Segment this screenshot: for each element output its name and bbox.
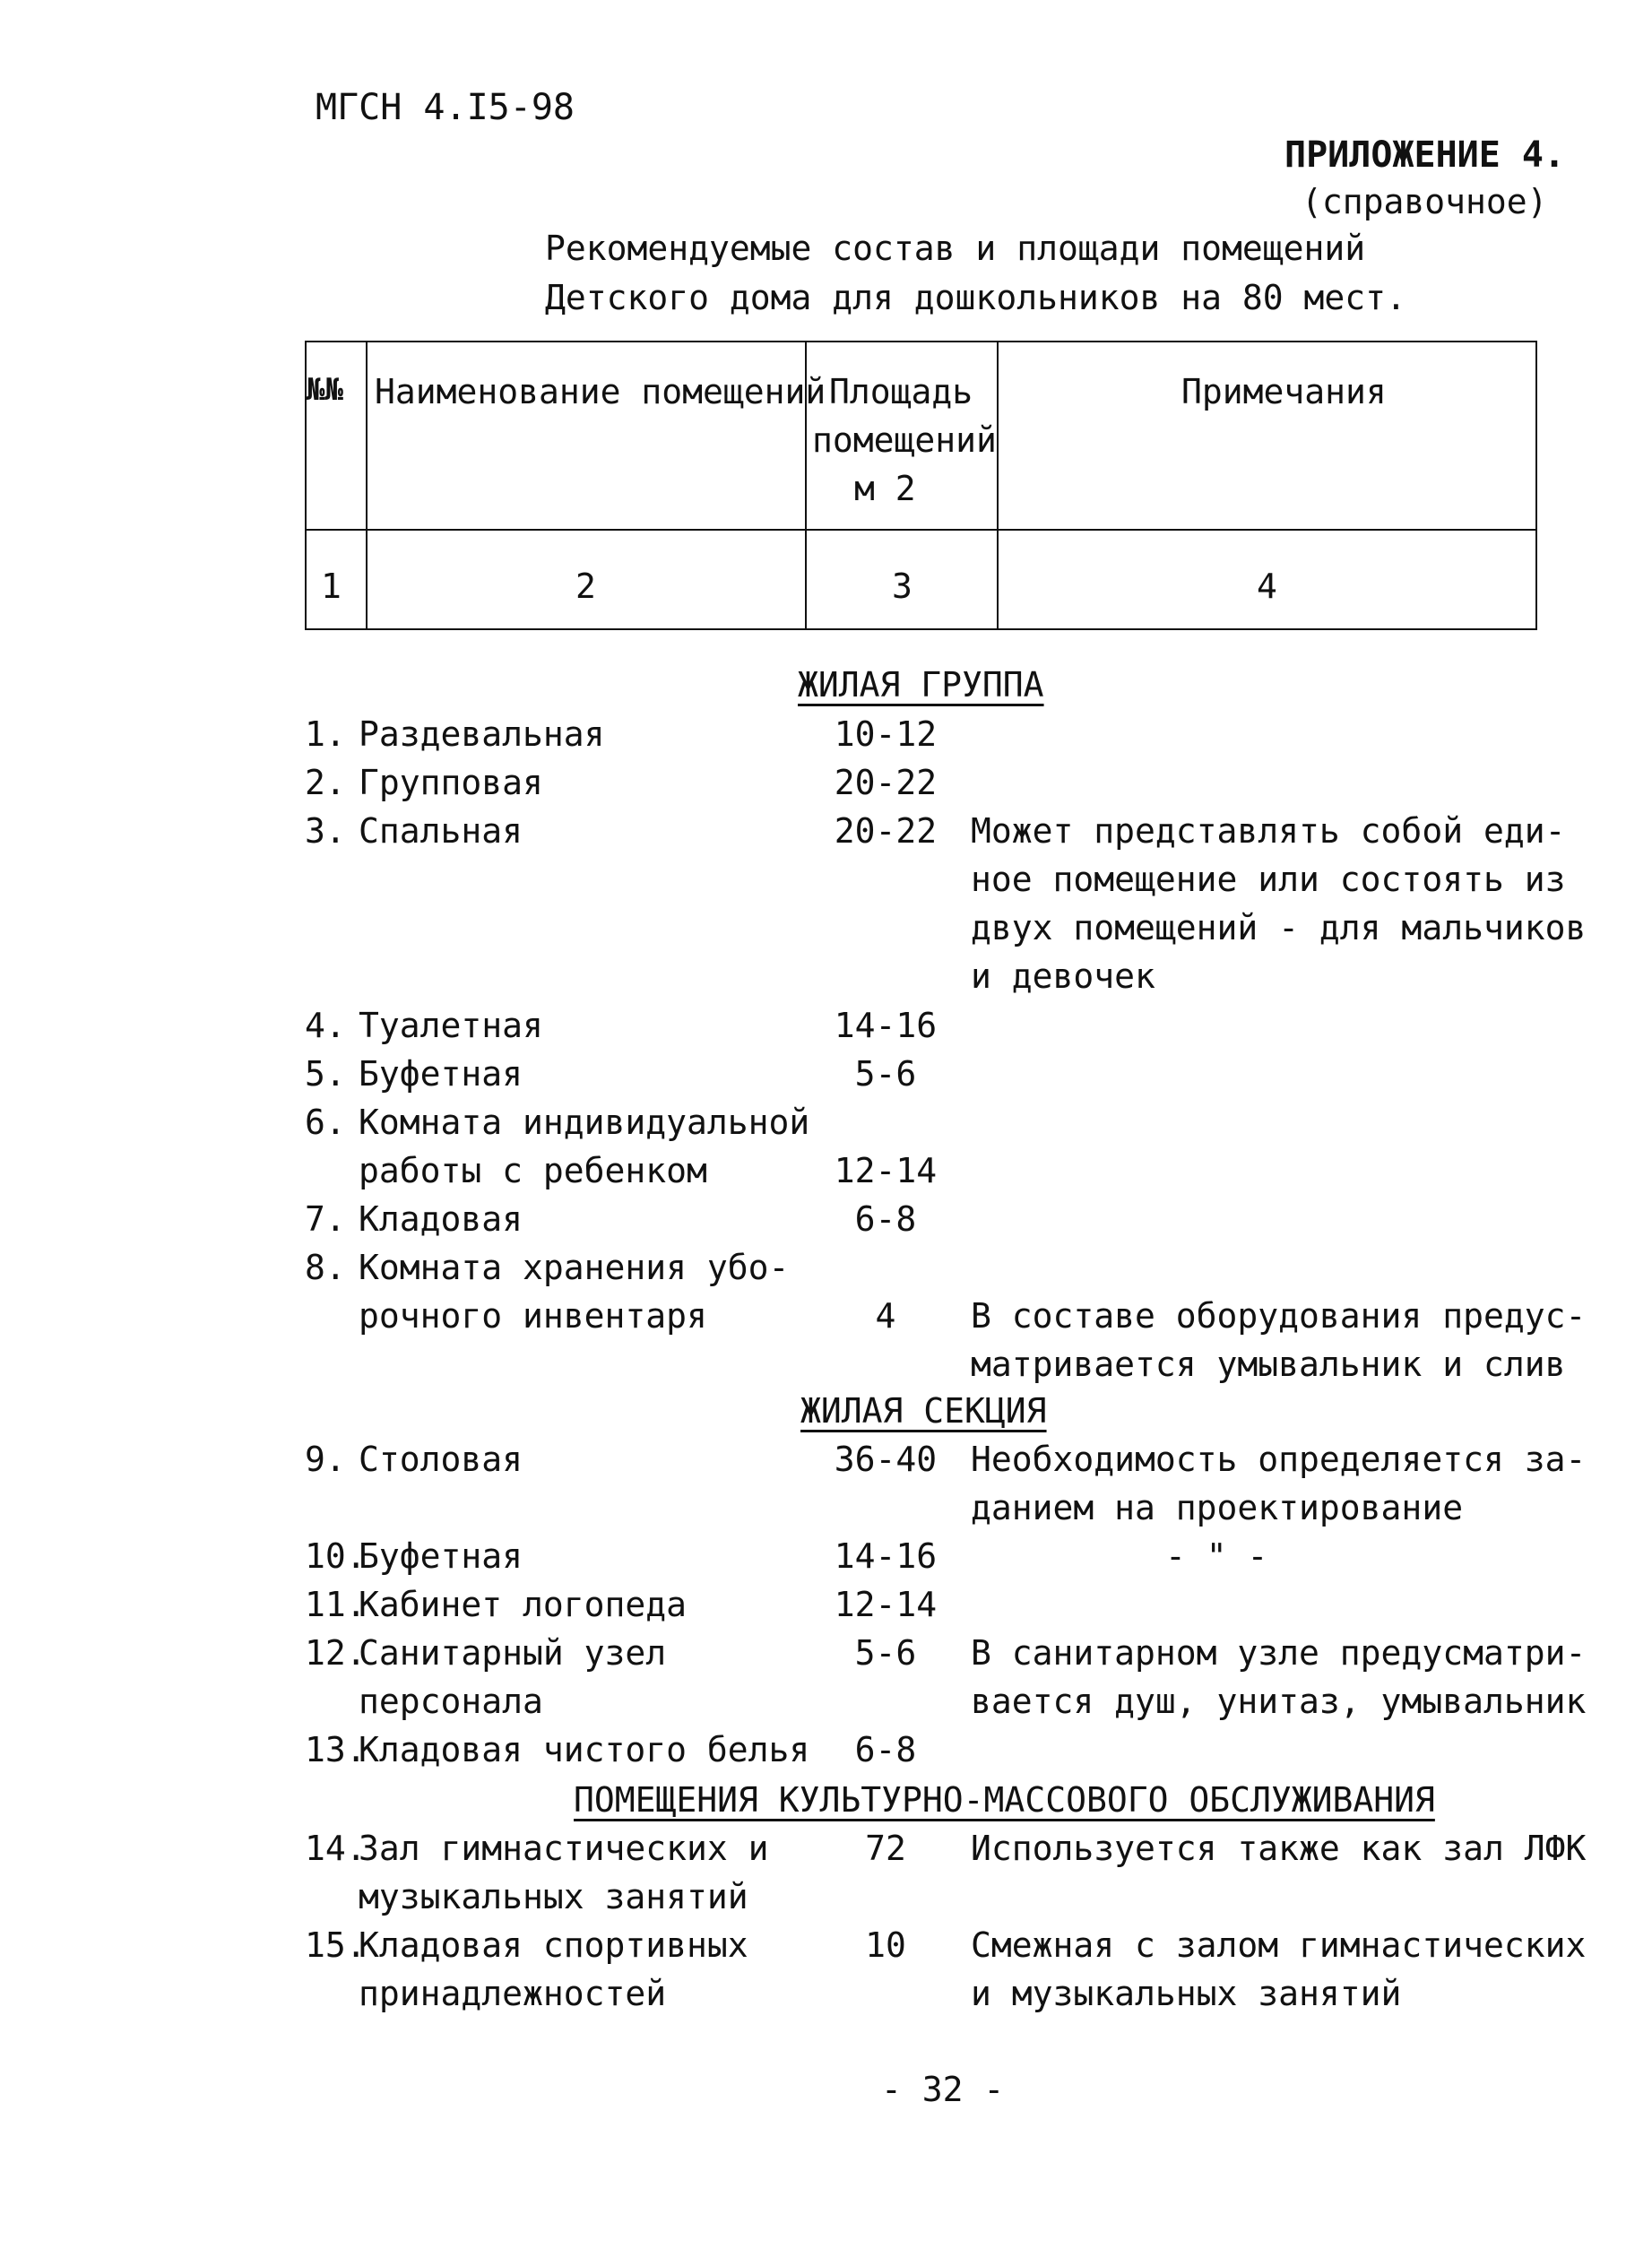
room-area: 5-6: [854, 1633, 917, 1673]
room-name: Комната индивидуальной: [359, 1103, 810, 1142]
room-name: Кладовая чистого белья: [359, 1730, 810, 1769]
section-title: ЖИЛАЯ ГРУППА: [798, 665, 1044, 705]
room-name: персонала: [359, 1682, 543, 1721]
header-index-4: 4: [1257, 567, 1277, 606]
room-name: Буфетная: [359, 1536, 523, 1576]
room-number: 13.: [305, 1730, 367, 1769]
section-title: ПОМЕЩЕНИЯ КУЛЬТУРНО-МАССОВОГО ОБСЛУЖИВАНИЯ: [574, 1780, 1435, 1820]
header-index-3: 3: [892, 567, 912, 606]
room-note: В санитарном узле предусматри-: [971, 1633, 1587, 1673]
room-area: 6-8: [854, 1730, 917, 1769]
room-number: 3.: [305, 811, 346, 851]
room-number: 5.: [305, 1054, 346, 1094]
room-name: Санитарный узел: [359, 1633, 667, 1673]
room-note: и девочек: [971, 956, 1155, 996]
room-area: 20-22: [834, 811, 938, 851]
room-area: 72: [865, 1829, 906, 1868]
room-name: Буфетная: [359, 1054, 523, 1094]
room-number: 1.: [305, 714, 346, 754]
caption-line-2: Детского дома для дошкольников на 80 мест.: [545, 278, 1406, 317]
room-area: 12-14: [834, 1585, 938, 1624]
appendix-title: ПРИЛОЖЕНИЕ 4.: [1284, 134, 1566, 176]
room-name: Кладовая спортивных: [359, 1925, 748, 1965]
room-area: 10-12: [834, 714, 938, 754]
room-area: 20-22: [834, 763, 938, 802]
room-note: Необходимость определяется за-: [971, 1440, 1587, 1479]
document-code: МГСН 4.I5-98: [316, 87, 575, 128]
room-note: Может представлять собой еди-: [971, 811, 1566, 851]
room-number: 2.: [305, 763, 346, 802]
room-name: Кладовая: [359, 1199, 523, 1239]
room-number: 11.: [305, 1585, 367, 1624]
room-name: Комната хранения убо-: [359, 1248, 790, 1287]
room-name: Групповая: [359, 763, 543, 802]
room-note: данием на проектирование: [971, 1488, 1464, 1527]
room-number: 9.: [305, 1440, 346, 1479]
room-note: В составе оборудования предус-: [971, 1296, 1587, 1336]
header-col-number: №№: [307, 372, 343, 408]
room-area: 4: [875, 1296, 896, 1336]
room-area: 14-16: [834, 1006, 938, 1045]
room-note: и музыкальных занятий: [971, 1974, 1402, 2013]
room-name: Кабинет логопеда: [359, 1585, 688, 1624]
room-name: рочного инвентаря: [359, 1296, 707, 1336]
page-number: - 32 -: [881, 2070, 1005, 2109]
room-area: 10: [865, 1925, 906, 1965]
header-index-1: 1: [321, 567, 342, 606]
room-note: Используется также как зал ЛФК: [971, 1829, 1587, 1868]
room-note: двух помещений - для мальчиков: [971, 908, 1587, 947]
room-note: вается душ, унитаз, умывальник: [971, 1682, 1587, 1721]
room-number: 10.: [305, 1536, 367, 1576]
room-number: 7.: [305, 1199, 346, 1239]
room-number: 12.: [305, 1633, 367, 1673]
header-index-2: 2: [575, 567, 596, 606]
room-number: 15.: [305, 1925, 367, 1965]
room-name: Спальная: [359, 811, 523, 851]
room-number: 14.: [305, 1829, 367, 1868]
room-area: 6-8: [854, 1199, 917, 1239]
room-name: Столовая: [359, 1440, 523, 1479]
room-name: Зал гимнастических и: [359, 1829, 769, 1868]
room-area: 14-16: [834, 1536, 938, 1576]
room-name: Туалетная: [359, 1006, 543, 1045]
room-name: музыкальных занятий: [359, 1877, 748, 1916]
room-name: принадлежностей: [359, 1974, 667, 2013]
header-col-area-line1: Площадь: [829, 372, 973, 411]
room-note: матривается умывальник и слив: [971, 1345, 1566, 1384]
header-col-name: Наименование помещений: [375, 372, 826, 411]
header-col-area-line3: м 2: [854, 469, 916, 508]
header-col-area-line2: помещений: [812, 420, 997, 460]
header-col-notes: Примечания: [1181, 372, 1387, 411]
room-name: Раздевальная: [359, 714, 605, 754]
room-area: 5-6: [854, 1054, 917, 1094]
room-name: работы с ребенком: [359, 1151, 707, 1190]
section-title: ЖИЛАЯ СЕКЦИЯ: [800, 1391, 1047, 1431]
room-note: ное помещение или состоять из: [971, 860, 1566, 899]
room-area: 12-14: [834, 1151, 938, 1190]
room-note: - " -: [1165, 1536, 1268, 1576]
appendix-subtitle: (справочное): [1302, 182, 1548, 221]
room-area: 36-40: [834, 1440, 938, 1479]
table-header: [305, 341, 1537, 630]
room-number: 4.: [305, 1006, 346, 1045]
room-number: 8.: [305, 1248, 346, 1287]
caption-line-1: Рекомендуемые состав и площади помещений: [545, 229, 1366, 268]
room-number: 6.: [305, 1103, 346, 1142]
room-note: Смежная с залом гимнастических: [971, 1925, 1587, 1965]
